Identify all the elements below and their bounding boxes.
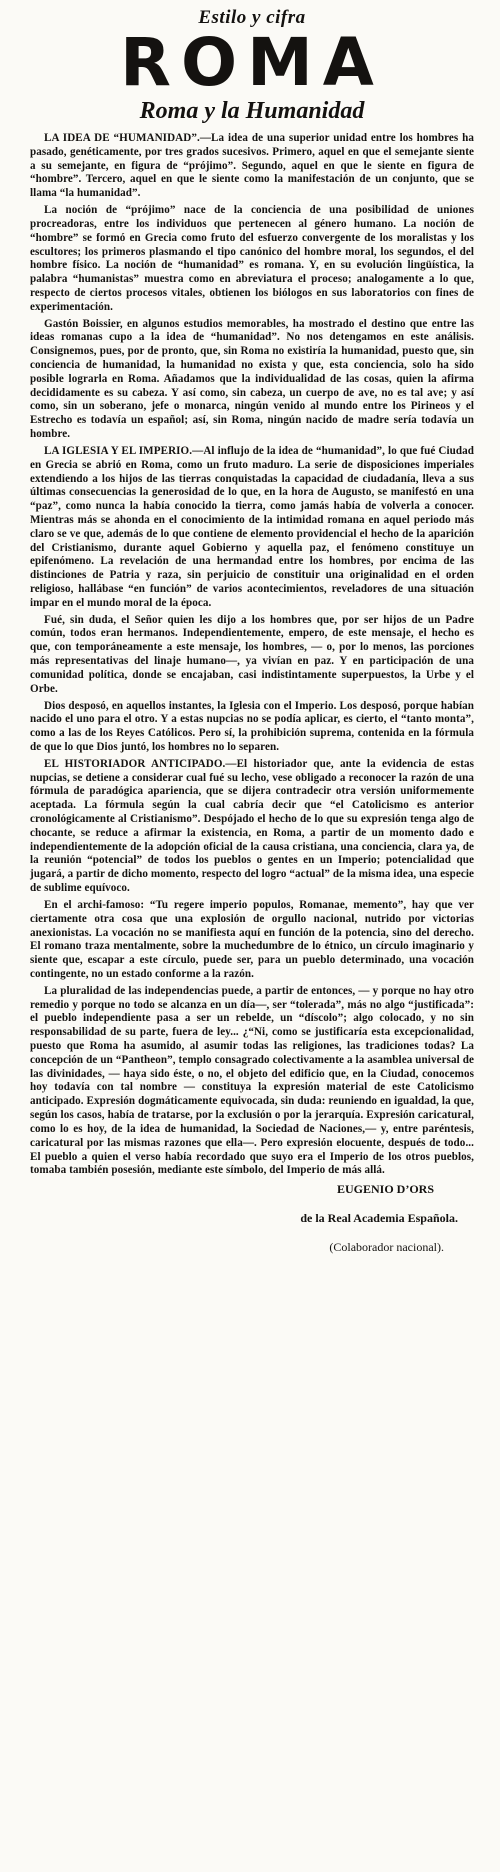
section-lead: LA IGLESIA Y EL IMPERIO.— xyxy=(44,444,204,457)
article-subtitle: Roma y la Humanidad xyxy=(139,98,365,124)
paragraph xyxy=(30,985,474,1178)
paragraph-text: Dios desposó, en aquellos instantes, la Iglesia con el Imperio. Los desposó, porque habían nacido el uno para el otro. Y a estas nupcias no se podía aplicar, es cierto, el “tanto monta”, como a las de los Reyes Católicos. Pero sí, la prohibición suprema, contenida en la fórmula de que lo que Dios juntó, los hombres no lo separen. xyxy=(30,699,474,753)
paragraph-text: La noción de “prójimo” nace de la conciencia de una posibilidad de uniones procreadoras, entre los individuos que pertenecen al género humano. La noción de “hombre” se formó en Grecia como fruto del esfuerzo convergente de los moralistas y los escultores; los primeros plasmando el tipo canónico del hombre moral, los segundos, el del hombre físico. La noción de “humanidad” es romana. Y, en su evolución lingüística, la palabra “humanistas” muestra como en abreviatura el proceso; analogamente a lo que, respecto de ciertos procesos vitales, obtienen los biólogos en sus laboratorios con fines de experimentación. xyxy=(30,204,474,313)
paragraph xyxy=(30,204,474,315)
paragraph xyxy=(30,899,474,982)
paragraph-text: Gastón Boissier, en algunos estudios memorables, ha mostrado el destino que entre las ideas romanas cupo a la idea de “humanidad”. No nos detengamos en este análisis. Consignemos, pues, por de pronto, que, sin Roma no existiría la humanidad, puesto que, sin conciencia de humanidad, la humanidad no exista y que, esta conciencia, solo ha sido posible lograrla en Roma. Añadamos que la individualidad de las cosas, quien la afirma decididamente es su cabeza. Y así como, sin cabeza, un cuerpo de ave, no es tal ave; y así como, sin un soberano, jefe o monarca, ningún venido al mundo entre los Pirineos y el Estrecho es todavía un español; así, sin Roma, ningún nacido de madre sería todavía un hombre. xyxy=(30,317,474,441)
author-affiliation: de la Real Academia Española. xyxy=(300,1211,458,1226)
section-lead: EL HISTORIADOR ANTICIPADO.— xyxy=(44,757,237,770)
contributor-note: (Colaborador nacional). xyxy=(329,1240,444,1255)
paragraph xyxy=(30,318,474,442)
paragraph xyxy=(30,445,474,611)
paragraph-text: En el archi-famoso: “Tu regere imperio populos, Romanae, memento”, hay que ver ciertamente otra cosa que una explosión de orgullo nacional, nutrido por victorias anexionistas. La vocación no se manifiesta aquí en función de la potencia, sino del derecho. El romano traza mentalmente, sobre la muchedumbre de lo étnico, un círculo imaginario y siente que, escapar a este círculo, puede ser, para un pueblo determinado, una vocación contingente, no un estado conforme a la razón. xyxy=(30,898,474,980)
paragraph-text: La pluralidad de las independencias puede, a partir de entonces, — y porque no hay otro remedio y porque no todo se alcanza en un día—, ser “tolerada”, más no algo “justificada”: el pueblo independiente pasa a ser un rebelde, un “díscolo”; algo colocado, y no sin responsabilidad de su parte, fuera de ley... ¿“Ni, como se justificaría esta excepcionalidad, puesto que Roma ha asumido, al asumir todas las religiones, las tradiciones todas? La concepción de un “Pantheon”, templo consagrado colectivamente a la asamblea universal de las divinidades, — haya sido éste, o no, el objeto del edificio que, en la Ciudad, conocemos hoy todavía con tal nombre — constituya la expresión material de este Catolicismo anticipado. Expresión dogmáticamente equivocada, sin duda: reuniendo en igualdad, la que, según los casos, había de tratarse, por la exclusión o por la jerarquía. Expresión caricatural, como lo es hoy, de la idea de humanidad, la Sociedad de Naciones,— y, entre paréntesis, caricatural por las mismas razones que ella—. Pero expresión elocuente, después de todo... El pueblo a quien el verso había recordado que suyo era el Imperio de los otros pueblos, tomaba también posesión, mediante este símbolo, del Imperio de más allá. xyxy=(30,984,474,1177)
article-title: ROMA xyxy=(120,24,384,101)
paragraph xyxy=(30,700,474,755)
paragraph xyxy=(30,132,474,201)
author-signature: EUGENIO D’ORS xyxy=(336,1182,434,1197)
section-kicker: Estilo y cifra xyxy=(198,7,306,28)
paragraph-text: Fué, sin duda, el Señor quien les dijo a los hombres que, por ser hijos de un Padre común, todos eran hermanos. Independientemente, empero, de este mensaje, el hecho es que, con temporáneamente a este mensaje, los hombres, — o, por lo menos, las porciones más representativas del linaje humano—, ya vivían en paz. Y en participación de una comunidad política, donde se encajaban, casi indistintamente superpuestos, la Urbe y el Orbe. xyxy=(30,613,474,695)
section-lead: LA IDEA DE “HUMANIDAD”.— xyxy=(44,132,212,144)
article-body xyxy=(30,132,474,1178)
paragraph-text: Al influjo de la idea de “humanidad”, lo que fué Ciudad en Grecia se abrió en Roma, como un fruto maduro. La serie de disposiciones imperiales extendiendo a los hijos de las tierras conquistadas la capacidad de ciudadanía, lleva a sus últimas consecuencias la generosidad de lo que, en la hora de Augusto, se manifestó en una “paz”, como nunca la había conocido la tierra, como jamás había de volverla a conocer. Mientras más se ahonda en el conocimiento de la intimidad romana en aquel periodo más claro se ve que, además de lo que contiene de elemento providencial el hecho de la aparición del Cristianismo, durante aquel Gobierno y aquella paz, el fenómeno constituye un epifenómeno. La revelación de una hermandad entre los hombres, por encima de las distinciones de Patria y raza, sin perjuicio de constituir una originalidad en el orden religioso, hallábase “en función” de varios acontecimientos, reveladores de una situación impar en el mundo moral de la época. xyxy=(30,444,475,609)
paragraph xyxy=(30,758,474,896)
paragraph-text: La idea de una superior unidad entre los hombres ha pasado, genéticamente, por tres grados sucesivos. Primero, aquel en que el semejante siente a su semejante, en figura de “prójimo”. Segundo, aquel en que le siente en figura de “hombre”. Tercero, aquel en que le siente como la manifestación de un conjunto, que se llama “la humanidad”. xyxy=(30,132,475,200)
paragraph-text: El historiador que, ante la evidencia de estas nupcias, se detiene a considerar cual fué su lecho, vese obligado a reconocer la razón de una fórmula de paradógica apariencia, que se dijera contradecir otra versión uniformemente aceptada. La fórmula según la cual cabría decir que “el Catolicismo es anterior cronológicamente al Cristianismo”. Despójado el hecho de lo que su expresión tenga algo de chocante, se reduce a afirmar la existencia, en Roma, a partir de un momento dado e independientemente de la adopción oficial de la causa cristiana, una conciencia, clara ya, de la reunión “potencial” de todos los pueblos o gentes en un Imperio; potencialidad que jugará, a partir de dicho momento, respecto del logro “actual” de la misma idea, una especie de sublime equívoco. xyxy=(30,757,474,895)
paragraph xyxy=(30,614,474,697)
